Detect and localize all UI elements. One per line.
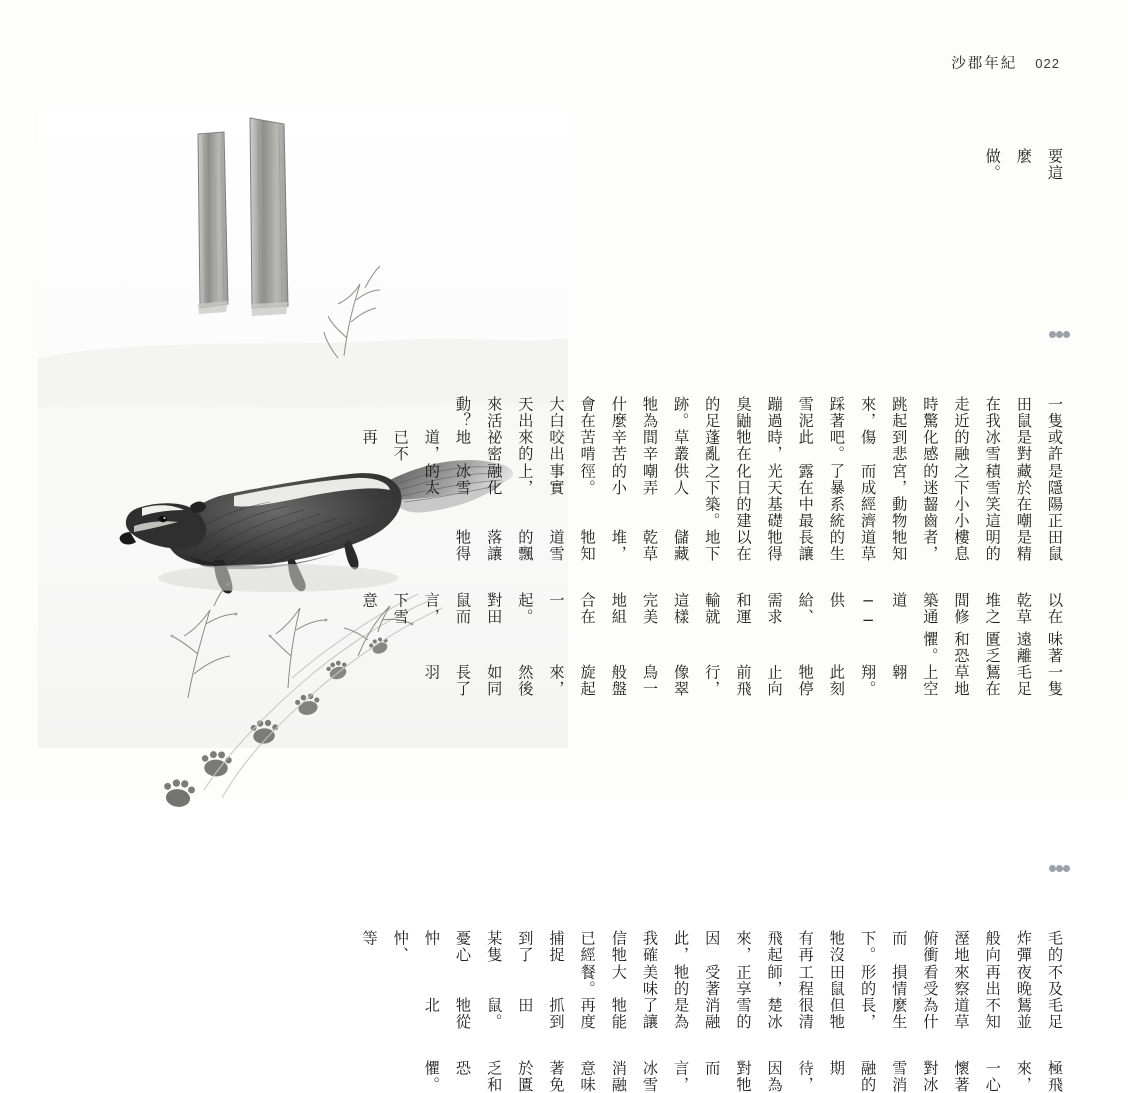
text-column: 或許是對冰雪的融化感到悲傷吧。此時，牠在蓬亂草叢間辛辛苦苦啃咬出來的祕密地道，已不再 [360,429,1064,463]
text-column: 田鼠是精明的樓息者，牠知道草的生長讓牠得以在地下儲藏乾草堆，牠知道雪的飄落讓牠得 [454,529,1064,563]
text-column: 是隱藏於積雪之下的迷宮，而成了暴露在光天化日之下供人嘲弄的小徑。事實上，融化冰雪的太 [422,462,1064,496]
dot-icon [1049,865,1056,872]
text-column: 以在乾草堆之間修築通道──供給、需求和運輸就這樣完美地組合在一起。對田鼠而言，下雪意 [360,592,1064,631]
text-column: 陽正在嘲笑這小小齧齒動物經濟系統中最基礎的建築。 [703,495,1064,529]
text-column: 要這麼做。 [983,148,1064,182]
dot-icon [1063,865,1070,872]
section-break-dots [1049,181,1070,366]
fence-post-icon [198,132,228,314]
page-number: 022 [1035,56,1060,71]
text-column: 極飛來，一心懷著對冰雪消融的期待，因為對牠而言，冰雪消融意味著免於匱乏和恐懼。 [422,1059,1064,1093]
fence-post-icon-2 [250,118,288,316]
text-column: 一隻毛足鵟在草地上空翱翔。此刻牠停止向前飛行，像翠鳥一般盤旋起來，然後如同長了羽 [422,664,1064,698]
dot-icon [1049,331,1056,338]
dot-icon [1063,331,1070,338]
running-head [951,52,1060,73]
section-break-dots-2 [1049,697,1070,900]
text-column: 毛足鵟並不知道草為什麼生長，但牠很清楚冰雪的消融是為了讓牠能再度抓到田鼠。牠從北 [422,996,1064,1030]
text-column: 一隻田鼠在我走近時驚跳起來，踩著雪泥蹦過臭鼬的足跡。牠為什麼會在大白天出來活動？ [454,396,1064,430]
body-text-block [345,118,1070,1093]
text-column: 毛的炸彈般向溼地俯衝而下。牠沒有再飛起來，因此，我確信牠已經捕捉到了某隻憂心忡忡、等 [360,930,1064,964]
text-column: 味著遠離匱乏和恐懼。 [921,630,1064,665]
book-title: 沙郡年紀 [951,56,1018,72]
text-column: 不及夜晚再出來察看受損情形的田鼠工程師，正享受著牠的美味大餐。 [578,963,1064,997]
dot-icon [1056,331,1063,338]
dot-icon [1056,865,1063,872]
